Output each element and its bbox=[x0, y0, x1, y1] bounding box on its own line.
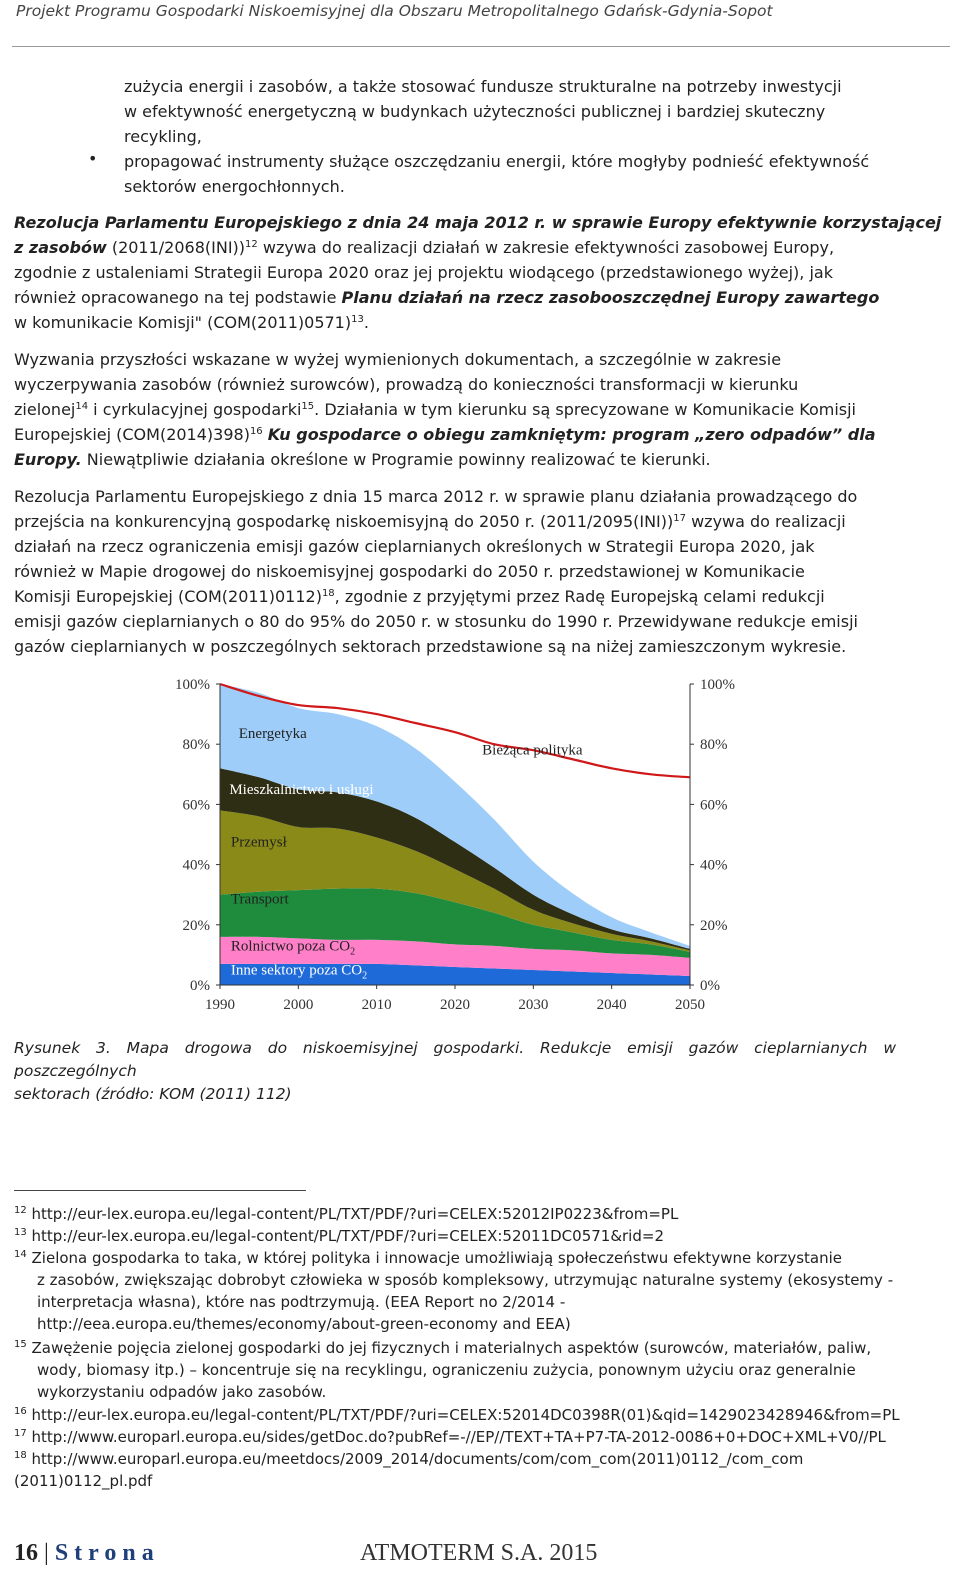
text-line: Rezolucja Parlamentu Europejskiego z dnia 15 marca 2012 r. w sprawie planu działania prowadzącego do bbox=[14, 487, 858, 506]
y-tick-label-left: 60% bbox=[182, 797, 210, 814]
bullet-item bbox=[124, 149, 896, 199]
text-line: emisji gazów cieplarnianych o 80 do 95% do 2050 r. w stosunku do 1990 r. Przewidywane redukcje emisji bbox=[14, 612, 858, 631]
footnote-text: z zasobów, zwiększając dobrobyt człowieka w sposób kompleksowy, utrzymując naturalne systemy (ekosystemy - bbox=[37, 1271, 894, 1289]
text-run: w komunikacie Komisji" (COM(2011)0571) bbox=[14, 313, 352, 332]
footnote-text: http://eur-lex.europa.eu/legal-content/PL/TXT/PDF/?uri=CELEX:52012IP0223&from=PL bbox=[31, 1205, 679, 1223]
y-tick-label-left: 0% bbox=[190, 978, 210, 994]
text-line: wyczerpywania zasobów (również surowców), prowadzą do konieczności transformacji w kierunku bbox=[14, 375, 799, 394]
footnote-number: 18 bbox=[14, 1450, 27, 1461]
page-number bbox=[14, 1540, 160, 1567]
footnote-number: 13 bbox=[14, 1227, 27, 1238]
footnote-text: http://eur-lex.europa.eu/legal-content/PL/TXT/PDF/?uri=CELEX:52011DC0571&rid=2 bbox=[31, 1227, 664, 1245]
y-tick-label-left: 80% bbox=[182, 737, 210, 754]
caption-line: sektorach (źródło: KOM (2011) 112) bbox=[14, 1085, 292, 1103]
footnote-number: 12 bbox=[14, 1205, 27, 1216]
x-tick-label: 1990 bbox=[205, 997, 235, 1013]
x-tick-label: 2050 bbox=[675, 997, 705, 1013]
y-tick-label-right: 0% bbox=[700, 978, 720, 994]
footnote-number: 16 bbox=[14, 1406, 27, 1417]
footnote-ref: 12 bbox=[245, 239, 258, 250]
program-title-cont: Europy. bbox=[14, 450, 82, 469]
text-run: Niewątpliwie działania określone w Programie powinny realizować te kierunki. bbox=[81, 450, 711, 469]
x-tick-label: 2010 bbox=[361, 997, 392, 1013]
text-run: zielonej bbox=[14, 400, 76, 419]
footnote-text: http://eur-lex.europa.eu/legal-content/PL/TXT/PDF/?uri=CELEX:52014DC0398R(01)&qid=1429023428946&from=PL bbox=[31, 1406, 900, 1424]
footnote-13 bbox=[14, 1225, 914, 1247]
y-tick-label-right: 60% bbox=[700, 797, 728, 814]
text-run: przejścia na konkurencyjną gospodarkę niskoemisyjną do 2050 r. (2011/2095(INI)) bbox=[14, 512, 674, 531]
x-tick-label: 2030 bbox=[518, 997, 549, 1013]
resolution-title-cont: z zasobów bbox=[14, 238, 107, 257]
footnote-ref: 16 bbox=[249, 426, 263, 437]
text-line: gazów cieplarnianych w poszczególnych sektorach przedstawione są na niżej zamieszczonym wykresie. bbox=[14, 637, 847, 656]
page-word: Strona bbox=[54, 1540, 160, 1566]
footnote-number: 17 bbox=[14, 1428, 27, 1439]
text-run: również opracowanego na tej podstawie bbox=[14, 288, 342, 307]
caption-line: Rysunek 3. Mapa drogowa do niskoemisyjnej gospodarki. Redukcje emisji gazów cieplarnianych w poszczególnych bbox=[14, 1039, 896, 1080]
paragraph-resolution-2012-05 bbox=[14, 210, 942, 335]
footnote-text: wykorzystaniu odpadów jako zasobów. bbox=[37, 1383, 327, 1401]
text-line: zużycia energii i zasobów, a także stosować fundusze strukturalne na potrzeby inwestycji bbox=[124, 77, 842, 96]
footnote-text: wody, biomasy itp.) – koncentruje się na recyklingu, ograniczeniu zużycia, ponownym użyciu oraz generalnie bbox=[37, 1361, 856, 1379]
footnote-text: interpretacja własna), które nas podtrzymują. (EEA Report no 2/2014 - bbox=[37, 1293, 566, 1311]
text-line: również w Mapie drogowej do niskoemisyjnej gospodarki do 2050 r. przedstawionej w Komunikacie bbox=[14, 562, 805, 581]
emissions-area-chart bbox=[0, 670, 960, 1020]
footnote-15 bbox=[14, 1337, 914, 1403]
paragraph-resolution-2012-03 bbox=[14, 484, 896, 659]
x-tick-label: 2020 bbox=[440, 997, 470, 1013]
footnote-ref: 15 bbox=[301, 401, 315, 412]
footnote-text: Zielona gospodarka to taka, w której polityka i innowacje umożliwiają społeczeństwu efektywne korzystanie bbox=[31, 1249, 842, 1267]
header-title: Projekt Programu Gospodarki Niskoemisyjnej dla Obszaru Metropolitalnego Gdańsk-Gdynia-Sopot bbox=[16, 2, 773, 20]
text-line: w efektywność energetyczną w budynkach użyteczności publicznej i bardziej skuteczny bbox=[124, 102, 826, 121]
text-run: wzywa do realizacji działań w zakresie efektywności zasobowej Europy, bbox=[257, 238, 835, 257]
reference-line-label: Bieżąca polityka bbox=[482, 742, 583, 759]
footnote-ref: 17 bbox=[673, 513, 686, 524]
page-number-value: 16 bbox=[14, 1540, 38, 1566]
program-title: Ku gospodarce o obiegu zamkniętym: program „zero odpadów” dla bbox=[267, 425, 876, 444]
x-tick-label: 2000 bbox=[283, 997, 314, 1013]
series-label: Transport bbox=[230, 891, 289, 908]
text-line: recykling, bbox=[124, 127, 202, 146]
series-label: Energetyka bbox=[238, 726, 307, 743]
footnote-ref: 18 bbox=[321, 588, 335, 599]
series-label: Przemysł bbox=[230, 834, 287, 851]
page-header bbox=[12, 0, 950, 47]
bullet-marker: • bbox=[88, 149, 98, 168]
text-line: zgodnie z ustaleniami Strategii Europa 2020 oraz jej projektu wiodącego (przedstawionego wyżej), jak bbox=[14, 263, 833, 282]
y-tick-label-right: 40% bbox=[700, 857, 728, 874]
text-line: sektorów energochłonnych. bbox=[124, 177, 345, 196]
footnote-separator bbox=[14, 1190, 306, 1191]
footnote-14 bbox=[14, 1247, 914, 1335]
series-label: Mieszkalnictwo i usługi bbox=[229, 781, 374, 798]
y-tick-label-left: 100% bbox=[175, 677, 210, 693]
text-run: . Działania w tym kierunku są sprecyzowane w Komunikacie Komisji bbox=[314, 400, 856, 419]
footnote-17 bbox=[14, 1426, 914, 1448]
y-tick-label-right: 100% bbox=[700, 677, 735, 693]
y-tick-label-left: 40% bbox=[182, 857, 210, 874]
footnote-12 bbox=[14, 1203, 914, 1225]
footer-separator: | bbox=[44, 1540, 49, 1566]
text-run: Komisji Europejskiej (COM(2011)0112) bbox=[14, 587, 322, 606]
text-run: Europejskiej (COM(2014)398) bbox=[14, 425, 250, 444]
paragraph-challenges bbox=[14, 347, 896, 472]
resolution-title: Rezolucja Parlamentu Europejskiego z dnia 24 maja 2012 r. w sprawie Europy efektywnie korzystającej bbox=[14, 213, 942, 232]
plan-title: Planu działań na rzecz zasobooszczędnej Europy zawartego bbox=[341, 288, 880, 307]
footnote-text: http://www.europarl.europa.eu/meetdocs/2009_2014/documents/com/com_com(2011)0112_/com_com bbox=[31, 1450, 804, 1468]
text-run: . bbox=[363, 313, 369, 332]
footnote-text: http://eea.europa.eu/themes/economy/about-green-economy and EEA) bbox=[37, 1315, 571, 1333]
text-run: , zgodnie z przyjętymi przez Radę Europejską celami redukcji bbox=[334, 587, 825, 606]
y-tick-label-right: 20% bbox=[700, 917, 728, 934]
footnote-text: (2011)0112_pl.pdf bbox=[14, 1472, 153, 1490]
footnote-16 bbox=[14, 1404, 914, 1426]
footnote-ref: 13 bbox=[351, 314, 364, 325]
y-tick-label-left: 20% bbox=[182, 917, 210, 934]
text-run: wzywa do realizacji bbox=[686, 512, 846, 531]
footnote-text: http://www.europarl.europa.eu/sides/getDoc.do?pubRef=-//EP//TEXT+TA+P7-TA-2012-0086+0+DOC+XML+V0//PL bbox=[31, 1428, 886, 1446]
text-line: działań na rzecz ograniczenia emisji gazów cieplarnianych określonych w Strategii Europa 2020, jak bbox=[14, 537, 815, 556]
y-tick-label-right: 80% bbox=[700, 737, 728, 754]
footnote-number: 14 bbox=[14, 1249, 27, 1260]
text-run: (2011/2068(INI)) bbox=[106, 238, 246, 257]
footnote-ref: 14 bbox=[75, 401, 89, 412]
series-label: Inne sektory poza $CO_2$ bbox=[230, 962, 368, 982]
footer-company: ATMOTERM S.A. 2015 bbox=[360, 1540, 598, 1566]
footnote-number: 15 bbox=[14, 1339, 27, 1350]
x-tick-label: 2040 bbox=[596, 997, 627, 1013]
figure-caption bbox=[14, 1037, 896, 1106]
series-label: Rolnictwo poza $CO_2$ bbox=[230, 938, 356, 958]
text-run: i cyrkulacyjnej gospodarki bbox=[88, 400, 302, 419]
footnote-18 bbox=[14, 1448, 914, 1492]
footnote-text: Zawężenie pojęcia zielonej gospodarki do jej fizycznych i materialnych aspektów (surowców, materiałów, paliw, bbox=[31, 1339, 872, 1357]
text-line: propagować instrumenty służące oszczędzaniu energii, które mogłyby podnieść efektywność bbox=[124, 152, 870, 171]
text-line: Wyzwania przyszłości wskazane w wyżej wymienionych dokumentach, a szczególnie w zakresie bbox=[14, 350, 782, 369]
continued-list-text bbox=[124, 74, 896, 149]
